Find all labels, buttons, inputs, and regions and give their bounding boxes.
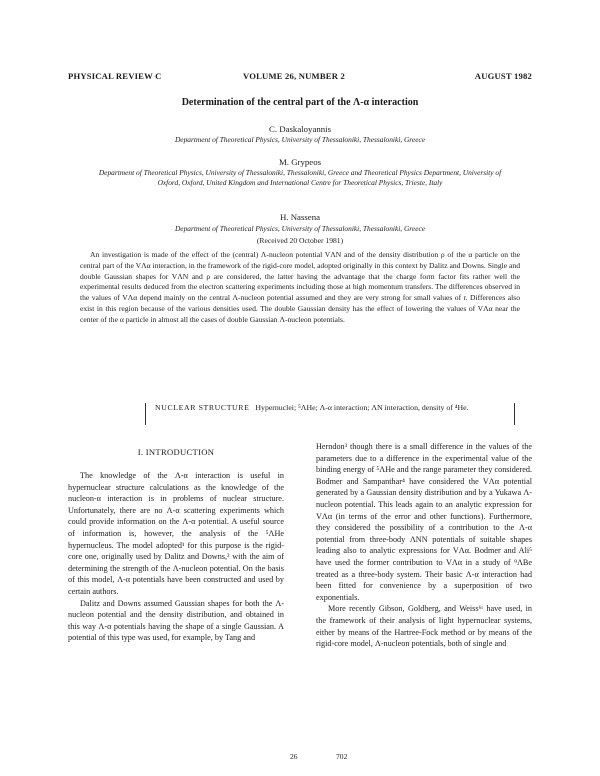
paragraph: The knowledge of the Λ-α interaction is useful in hypernuclear structure calculations as the knowledge of the nucleon-α interaction is in problems of nuclear structure. Unfortunately, there are no Λ-α scattering experiments which could provide information on the Λ-α potential. A useful source of information is, however, the analysis of the ⁵ΛHe hypernucleus. The model adopted¹ for this purpose is the rigid-core one, originally used by Dalitz and Downs,² with the aim of determining the strength of the Λ-nucleon potential. On the basis of this model, Λ-α potentials have been constructed and used by certain authors. (68, 471, 284, 596)
author-affiliation: Department of Theoretical Physics, University of Thessaloniki, Thessaloniki, Greece (174, 224, 426, 233)
author-name: M. Grypeos (278, 157, 322, 167)
author-name: C. Daskaloyannis (268, 124, 332, 134)
keywords (155, 402, 505, 413)
keywords-bracket-left (145, 403, 146, 425)
right-column (316, 441, 532, 650)
paragraph: Herndon³ though there is a small difference in the values of the parameters due to a difference in the experimental value of the binding energy of ⁵ΛHe and the range parameter they considered. Bodmer and Sampanthar⁴ have considered the VΛα potential generated by a Gaussian density distribution and by a Yukawa Λ-nucleon potential. This leads again to an analytic expression for VΛα (in terms of the error and other functions). Furthermore, they considered the possibility of a contribution to the Λ-α potential from three-body ΛNN potentials of suitable shapes leading also to analytic expressions for VΛα. Bodmer and Ali⁵ have used the former contribution to VΛα in a study of ⁹ΛBe treated as a three-body system. Their basic Λ-α interaction had been fitted for convenience by a superposition of two exponentials. (316, 442, 532, 602)
journal-name: PHYSICAL REVIEW C (68, 71, 162, 81)
running-header (68, 71, 532, 85)
keywords-text: Hypernuclei; ⁵ΛHe; Λ-α interaction; ΛN interaction, density of ⁴He. (255, 403, 469, 412)
volume-footer-number: 26 (290, 752, 298, 761)
paragraph: Dalitz and Downs assumed Gaussian shapes for both the Λ-nucleon potential and the density distribution, and obtained in this way Λ-α potentials having the shape of a single Gaussian. A potential of this type was used, for example, by Tang and (68, 598, 284, 643)
publication-date: AUGUST 1982 (474, 71, 532, 81)
keywords-box (145, 400, 515, 428)
author-name: H. Nassena (279, 212, 321, 222)
author-affiliation: Department of Theoretical Physics, University of Thessaloniki, Thessaloniki, Greece (174, 135, 426, 144)
keywords-heading: NUCLEAR STRUCTURE (155, 403, 250, 412)
volume-number: VOLUME 26, NUMBER 2 (243, 71, 345, 81)
abstract: An investigation is made of the effect of the (central) Λ-nucleon potential VΛN and of the density distribution ρ of the α particle on the central part of the VΛα interaction, in the framework of the rigid-core model, adopted originally in this context by Dalitz and Downs. Single and double Gaussian shapes for VΛN and ρ are considered, the latter having the advantage that the charge form factor fits rather well the experimental results deduced from the electron scattering experiments including those at high momentum transfers. The differences observed in the values of VΛα depend mainly on the central Λ-nucleon potential assumed and they are very strong for small values of r. Differences also exist in this region because of the various densities used. The double Gaussian density has the effect of lowering the values of VΛα near the center of the α particle in almost all the cases of double Gaussian Λ-nucleon potentials. (80, 250, 520, 324)
keywords-bracket-right (514, 403, 515, 425)
article-title: Determination of the central part of the Λ-α interaction (181, 97, 419, 108)
left-column (68, 470, 284, 644)
author-affiliation: Department of Theoretical Physics, University of Thessaloniki, Thessaloniki, Greece and Theoretical Physics Department, University of Oxford, Oxford, United Kingdom and International Centre for Theoretical Physics, Trieste, Italy (98, 168, 502, 187)
section-heading: I. INTRODUCTION (137, 447, 215, 457)
page-number: 702 (336, 752, 348, 761)
paragraph: More recently Gibson, Goldberg, and Weiss⁶ᵗ have used, in the framework of their analysis of light hypernuclear systems, either by means of the Hartree-Fock method or by means of the rigid-core model, Λ-nucleon potentials, both of single and (316, 604, 532, 649)
received-date: (Received 20 October 1981) (256, 236, 344, 245)
